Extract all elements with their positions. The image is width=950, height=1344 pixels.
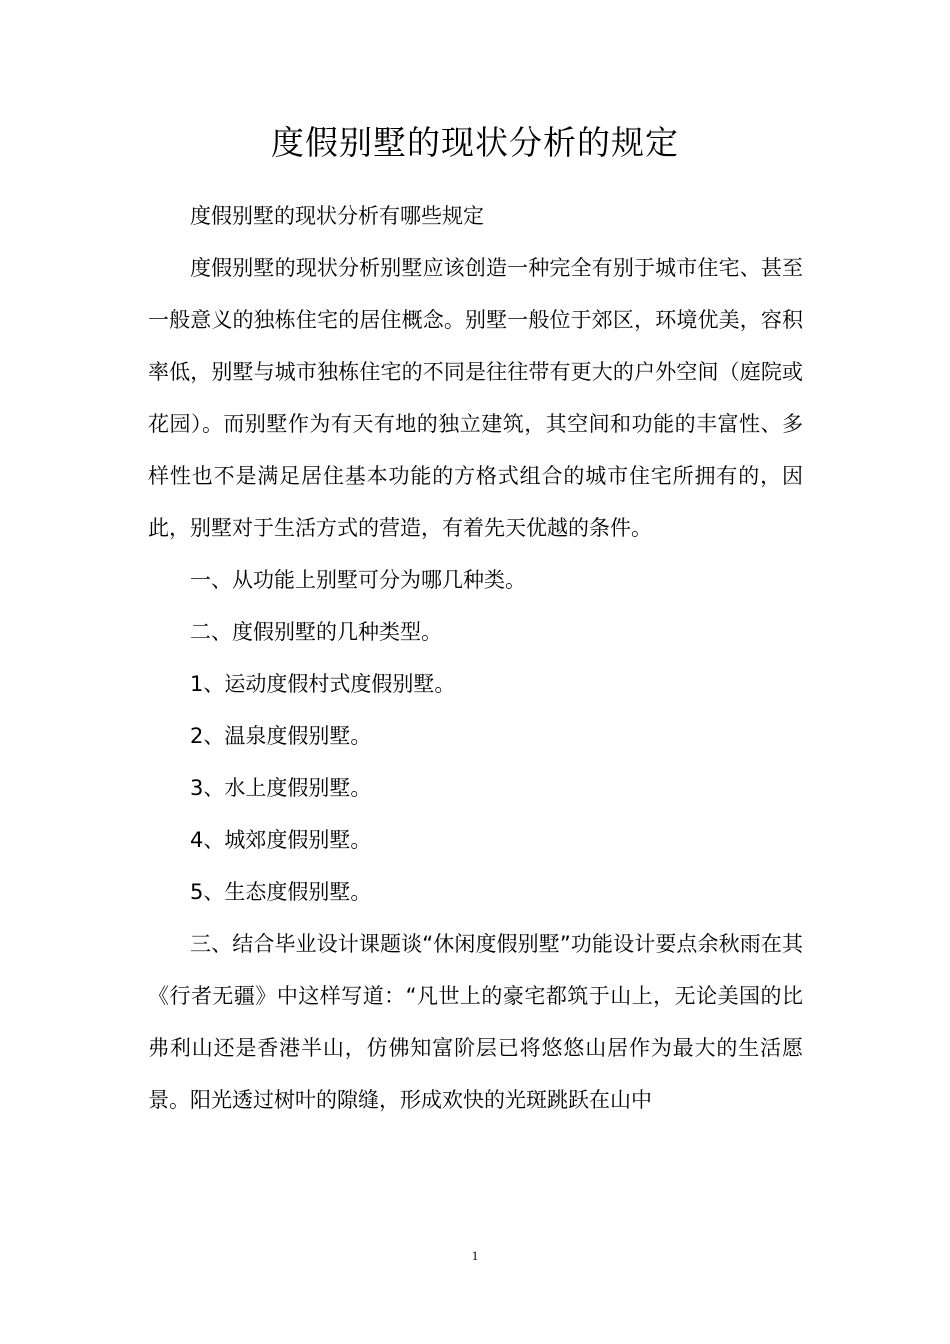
list-item-3: 3、水上度假别墅。 bbox=[190, 776, 372, 800]
section-heading-two: 二、度假别墅的几种类型。 bbox=[190, 620, 442, 644]
section-three-paragraph: 三、结合毕业设计课题谈“休闲度假别墅”功能设计要点余秋雨在其《行者无疆》中这样写道：“凡世上的豪宅都筑于山上，无论美国的比弗利山还是香港半山，仿佛知富阶层已将悠悠山居作为最大的生活愿景。阳光透过树叶的隙缝，形成欢快的光斑跳跃在山中 bbox=[148, 932, 803, 1112]
page-number: 1 bbox=[471, 1248, 479, 1263]
list-item-5: 5、生态度假别墅。 bbox=[190, 880, 372, 904]
paragraph-intro: 度假别墅的现状分析别墅应该创造一种完全有别于城市住宅、甚至一般意义的独栋住宅的居住概念。别墅一般位于郊区，环境优美，容积率低，别墅与城市独栋住宅的不同是往往带有更大的户外空间（庭院或花园）。而别墅作为有天有地的独立建筑，其空间和功能的丰富性、多样性也不是满足居住基本功能的方格式组合的城市住宅所拥有的，因此，别墅对于生活方式的营造，有着先天优越的条件。 bbox=[148, 256, 803, 540]
document-body bbox=[148, 190, 803, 1126]
list-item-4: 4、城郊度假别墅。 bbox=[190, 828, 372, 852]
document-title: 度假别墅的现状分析的规定 bbox=[271, 123, 679, 162]
list-item-2: 2、温泉度假别墅。 bbox=[190, 724, 372, 748]
list-item-1: 1、运动度假村式度假别墅。 bbox=[190, 672, 456, 696]
section-heading-one: 一、从功能上别墅可分为哪几种类。 bbox=[190, 568, 526, 592]
paragraph-subtitle: 度假别墅的现状分析有哪些规定 bbox=[190, 204, 484, 228]
